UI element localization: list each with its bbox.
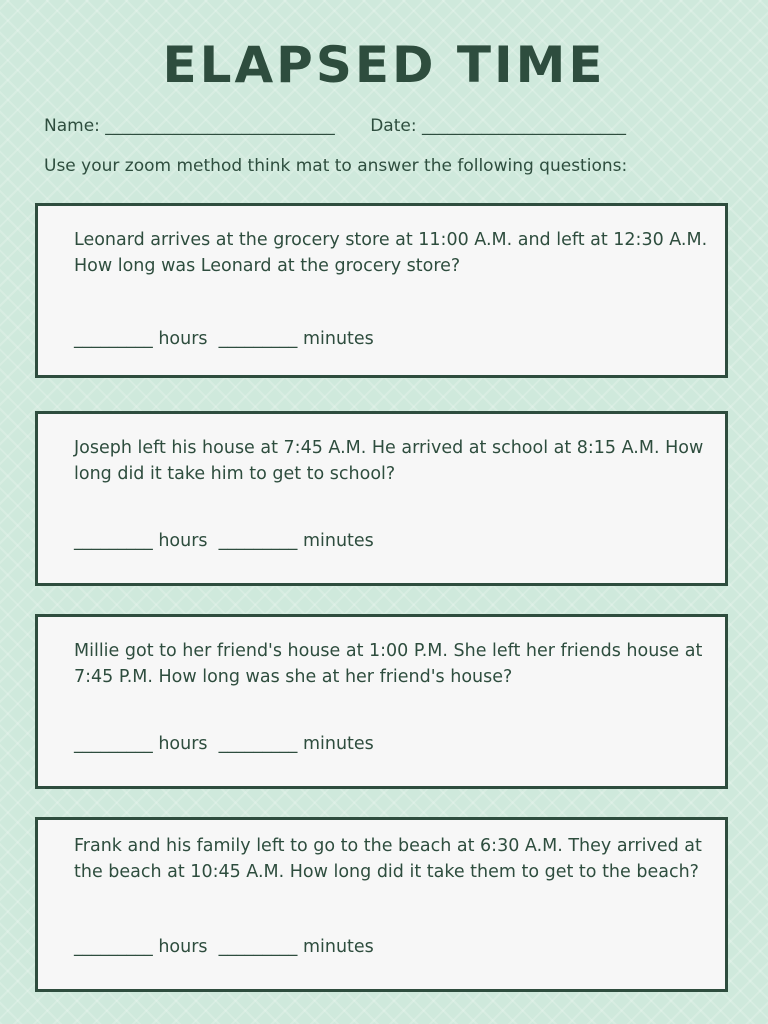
question-box-4 — [35, 817, 728, 992]
worksheet-title: ELAPSED TIME — [162, 36, 606, 94]
instructions: Use your zoom method think mat to answer the following questions: — [44, 156, 628, 176]
question-text: Millie got to her friend's house at 1:00 P.M. She left her friends house at 7:45 P.M. How long was she at her friend's house? — [74, 641, 703, 687]
question-text: Leonard arrives at the grocery store at 11:00 A.M. and left at 12:30 A.M. How long was Leonard at the grocery store? — [74, 230, 708, 276]
name-date-row — [44, 116, 626, 136]
question-text: Joseph left his house at 7:45 A.M. He arrived at school at 8:15 A.M. How long did it take him to get to school? — [74, 438, 704, 484]
answer-line[interactable]: _________ hours _________ minutes — [74, 937, 374, 957]
name-field[interactable]: Name: ___________________________ — [44, 116, 335, 136]
answer-line[interactable]: _________ hours _________ minutes — [74, 531, 374, 551]
date-field[interactable]: Date: ________________________ — [370, 116, 626, 136]
question-box-2 — [35, 411, 728, 586]
question-text: Frank and his family left to go to the beach at 6:30 A.M. They arrived at the beach at 10:45 A.M. How long did it take them to get to the beach? — [74, 836, 702, 882]
answer-line[interactable]: _________ hours _________ minutes — [74, 734, 374, 754]
question-box-1 — [35, 203, 728, 378]
answer-line[interactable]: _________ hours _________ minutes — [74, 329, 374, 349]
question-box-3 — [35, 614, 728, 789]
